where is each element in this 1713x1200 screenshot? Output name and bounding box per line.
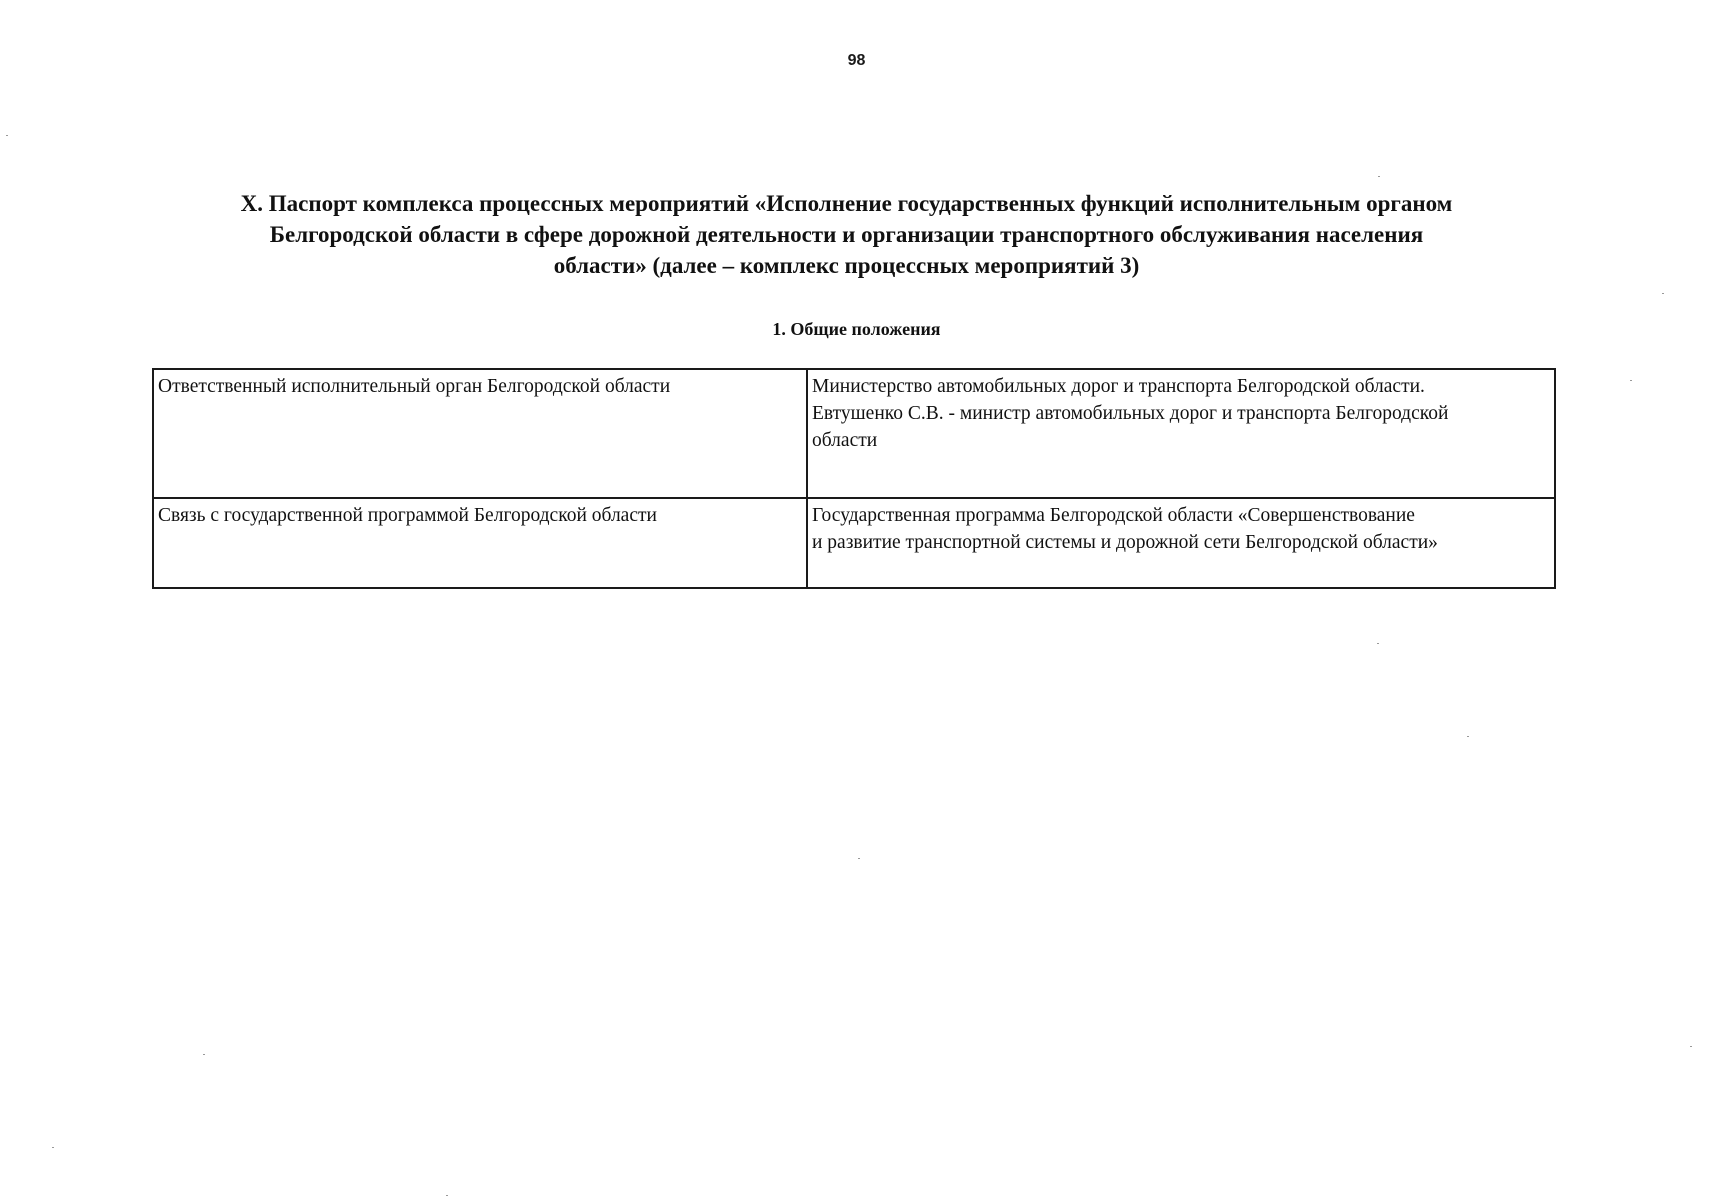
scan-speck [858,858,860,859]
section-title: 1. Общие положения [772,319,941,339]
scan-speck [1467,736,1469,737]
scan-speck [1377,643,1379,644]
responsible-body-label: Ответственный исполнительный орган Белгородской области [158,376,671,397]
program-link-value-line: и развитие транспортной системы и дорожной сети Белгородской области» [812,532,1438,553]
scan-speck [1378,176,1380,177]
scan-speck [1662,293,1664,294]
document-title-line: области» (далее – комплекс процессных мероприятий 3) [553,253,1140,278]
table-row [153,498,1555,588]
table-cell-value [807,369,1555,498]
document-title-line: X. Паспорт комплекса процессных мероприятий «Исполнение государственных функций исполнительным органом [240,191,1453,216]
table-cell-label [153,369,807,498]
table-row [153,369,1555,498]
document-title-line: Белгородской области в сфере дорожной деятельности и организации транспортного обслуживания населения [269,222,1424,247]
scan-speck [1630,380,1632,381]
table-cell-value [807,498,1555,588]
scan-speck [1690,1046,1692,1047]
general-provisions-table [152,368,1556,589]
program-link-value-line: Государственная программа Белгородской области «Совершенствование [812,505,1415,526]
responsible-body-value-line: Министерство автомобильных дорог и транспорта Белгородской области. [812,376,1425,397]
table-cell-label [153,498,807,588]
document-title [140,188,1553,281]
program-link-label: Связь с государственной программой Белгородской области [158,505,657,526]
responsible-body-value-line: области [812,430,878,451]
scan-speck [203,1054,205,1055]
scan-speck [6,135,8,136]
responsible-body-value-line: Евтушенко С.В. - министр автомобильных дорог и транспорта Белгородской [812,403,1449,424]
scan-speck [446,1195,448,1196]
page-number: 98 [847,52,866,69]
scan-speck [52,1147,54,1148]
